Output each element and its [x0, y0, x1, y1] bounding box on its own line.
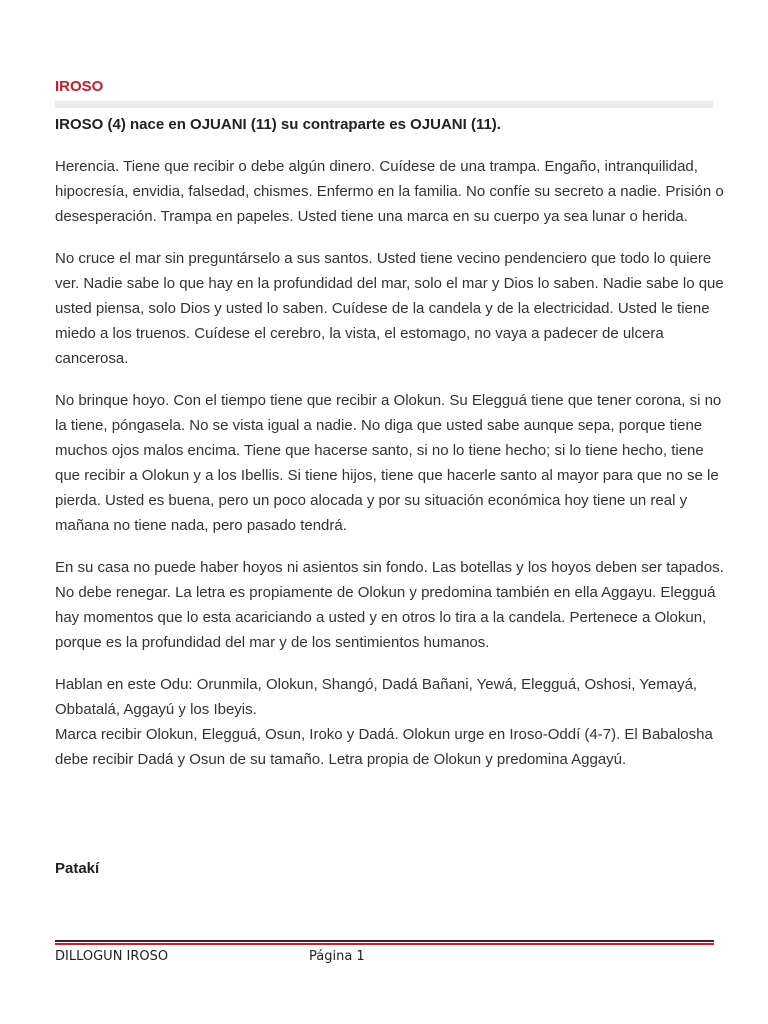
paragraph-herencia: Herencia. Tiene que recibir o debe algún dinero. Cuídese de una trampa. Engaño, intranquilidad, hipocresía, envidia, falsedad, chismes. Enfermo en la familia. No confíe su secreto a nadie. Prisión o desesperación. Trampa en papeles. Usted tiene una marca en su cuerpo ya sea lunar o herida. [55, 158, 724, 225]
paragraph-no-cruce-el-mar: No cruce el mar sin preguntárselo a sus santos. Usted tiene vecino pendenciero que todo lo quiere ver. Nadie sabe lo que hay en la profundidad del mar, solo el mar y Dios lo saben. Nadie sabe lo que usted piensa, solo Dios y usted lo saben. Cuídese de la candela y de la electricidad. Usted le tiene miedo a los truenos. Cuídese el cerebro, la vista, el estomago, no vaya a padecer de ulcera cancerosa. [55, 250, 724, 367]
section-heading-pataki: Patakí [55, 860, 100, 877]
footer-document-name: DILLOGUN IROSO [55, 949, 169, 964]
paragraph-en-su-casa: En su casa no puede haber hoyos ni asientos sin fondo. Las botellas y los hoyos deben ser tapados. No debe renegar. La letra es propiamente de Olokun y predomina también en ella Aggayu. Elegguá hay momentos que lo esta acariciando a usted y en otros lo tira a la candela. Pertenece a Olokun, porque es la profundidad del mar y de los sentimientos humanos. [55, 559, 724, 651]
document-title: IROSO [55, 78, 104, 95]
footer-page-number: Página 1 [309, 949, 365, 964]
paragraph-hablan-en-este-odu: Hablan en este Odu: Orunmila, Olokun, Shangó, Dadá Bañani, Yewá, Elegguá, Oshosi, Yemayá, Obbatalá, Aggayú y los Ibeyis. [55, 676, 698, 718]
footer-divider-dark [55, 940, 714, 942]
paragraph-no-brinque-hoyo: No brinque hoyo. Con el tiempo tiene que recibir a Olokun. Su Elegguá tiene que tener corona, si no la tiene, póngasela. No se vista igual a nadie. No diga que usted sabe aunque sepa, porque tiene muchos ojos malos encima. Tiene que hacerse santo, si no lo tiene hecho; si lo tiene hecho, tiene que recibir a Olokun y a los Ibellis. Si tiene hijos, tiene que hacerle santo al mayor para que no se le pierda. Usted es buena, pero un poco alocada y por su situación económica hoy tiene un real y mañana no tiene nada, pero pasado tendrá. [55, 392, 722, 534]
title-underline-bar [55, 101, 713, 108]
document-body [55, 154, 727, 789]
footer-divider-red [55, 943, 714, 945]
paragraph-marca-recibir: Marca recibir Olokun, Elegguá, Osun, Iroko y Dadá. Olokun urge en Iroso-Oddí (4-7). El Babalosha debe recibir Dadá y Osun de su tamaño. Letra propia de Olokun y predomina Aggayú. [55, 726, 713, 768]
document-subtitle: IROSO (4) nace en OJUANI (11) su contraparte es OJUANI (11). [55, 116, 501, 133]
